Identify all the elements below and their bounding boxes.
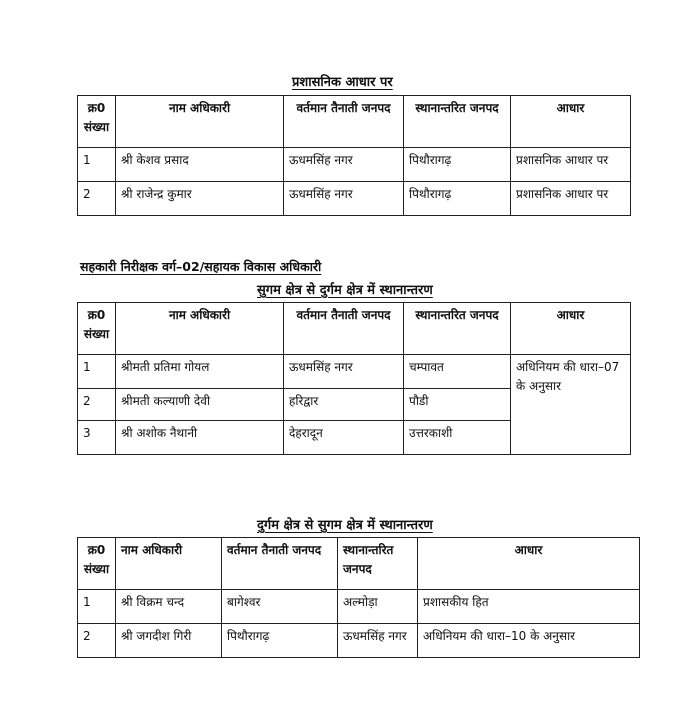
cell-serial: 1	[78, 355, 116, 389]
header-serial: क्र0 संख्या	[78, 538, 116, 590]
cell-name: श्रीमती कल्याणी देवी	[116, 389, 284, 421]
cell-basis: प्रशासकीय हित	[418, 590, 640, 624]
section2-title: सुगम क्षेत्र से दुर्गम क्षेत्र में स्थानान्तरण	[257, 283, 433, 298]
header-name: नाम अधिकारी	[116, 96, 284, 148]
cell-current: ऊधमसिंह नगर	[284, 182, 404, 216]
cell-name: श्रीमती प्रतिमा गोयल	[116, 355, 284, 389]
cell-serial: 2	[78, 624, 116, 658]
cell-current: बागेश्वर	[222, 590, 338, 624]
cell-serial: 1	[78, 590, 116, 624]
table-row	[78, 355, 631, 389]
cell-name: श्री केशव प्रसाद	[116, 148, 284, 182]
cell-basis: अधिनियम की धारा–10 के अनुसार	[418, 624, 640, 658]
cell-transferred: पौडी	[404, 389, 511, 421]
header-name: नाम अधिकारी	[116, 538, 222, 590]
table-row	[78, 182, 631, 216]
cell-current: ऊधमसिंह नगर	[284, 148, 404, 182]
header-name: नाम अधिकारी	[116, 303, 284, 355]
section2-category: सहकारी निरीक्षक वर्ग–02/सहायक विकास अधिकारी	[80, 259, 322, 274]
cell-basis: प्रशासनिक आधार पर	[511, 182, 631, 216]
header-basis: आधार	[511, 96, 631, 148]
table-row	[78, 590, 640, 624]
table-row	[78, 624, 640, 658]
header-basis: आधार	[511, 303, 631, 355]
cell-current: देहरादून	[284, 421, 404, 455]
cell-transferred: चम्पावत	[404, 355, 511, 389]
table-header-row	[78, 96, 631, 148]
table-row	[78, 148, 631, 182]
cell-current: पिथौरागढ़	[222, 624, 338, 658]
cell-name: श्री अशोक नैथानी	[116, 421, 284, 455]
cell-basis-merged: अधिनियम की धारा–07 के अनुसार	[511, 355, 631, 455]
section1-table	[77, 95, 631, 216]
header-serial: क्र0 संख्या	[78, 303, 116, 355]
table-header-row	[78, 538, 640, 590]
cell-name: श्री विक्रम चन्द	[116, 590, 222, 624]
cell-transferred: पिथौरागढ़	[404, 148, 511, 182]
cell-transferred: उत्तरकाशी	[404, 421, 511, 455]
section1-title: प्रशासनिक आधार पर	[292, 75, 393, 90]
header-current: वर्तमान तैनाती जनपद	[284, 303, 404, 355]
header-serial: क्र0 संख्या	[78, 96, 116, 148]
cell-name: श्री राजेन्द्र कुमार	[116, 182, 284, 216]
cell-current: ऊधमसिंह नगर	[284, 355, 404, 389]
cell-current: हरिद्वार	[284, 389, 404, 421]
section3-table	[77, 537, 640, 658]
cell-transferred: ऊधमसिंह नगर	[338, 624, 418, 658]
table-header-row	[78, 303, 631, 355]
header-transferred: स्थानान्तरित जनपद	[404, 96, 511, 148]
header-current: वर्तमान तैनाती जनपद	[284, 96, 404, 148]
header-transferred: स्थानान्तरित जनपद	[338, 538, 418, 590]
header-basis: आधार	[418, 538, 640, 590]
cell-serial: 3	[78, 421, 116, 455]
cell-name: श्री जगदीश गिरी	[116, 624, 222, 658]
cell-transferred: अल्मोड़ा	[338, 590, 418, 624]
cell-basis: प्रशासनिक आधार पर	[511, 148, 631, 182]
cell-transferred: पिथौरागढ़	[404, 182, 511, 216]
section2-table	[77, 302, 631, 455]
cell-serial: 2	[78, 389, 116, 421]
cell-serial: 1	[78, 148, 116, 182]
header-transferred: स्थानान्तरित जनपद	[404, 303, 511, 355]
cell-serial: 2	[78, 182, 116, 216]
section3-title: दुर्गम क्षेत्र से सुगम क्षेत्र में स्थानान्तरण	[257, 518, 433, 533]
header-current: वर्तमान तैनाती जनपद	[222, 538, 338, 590]
